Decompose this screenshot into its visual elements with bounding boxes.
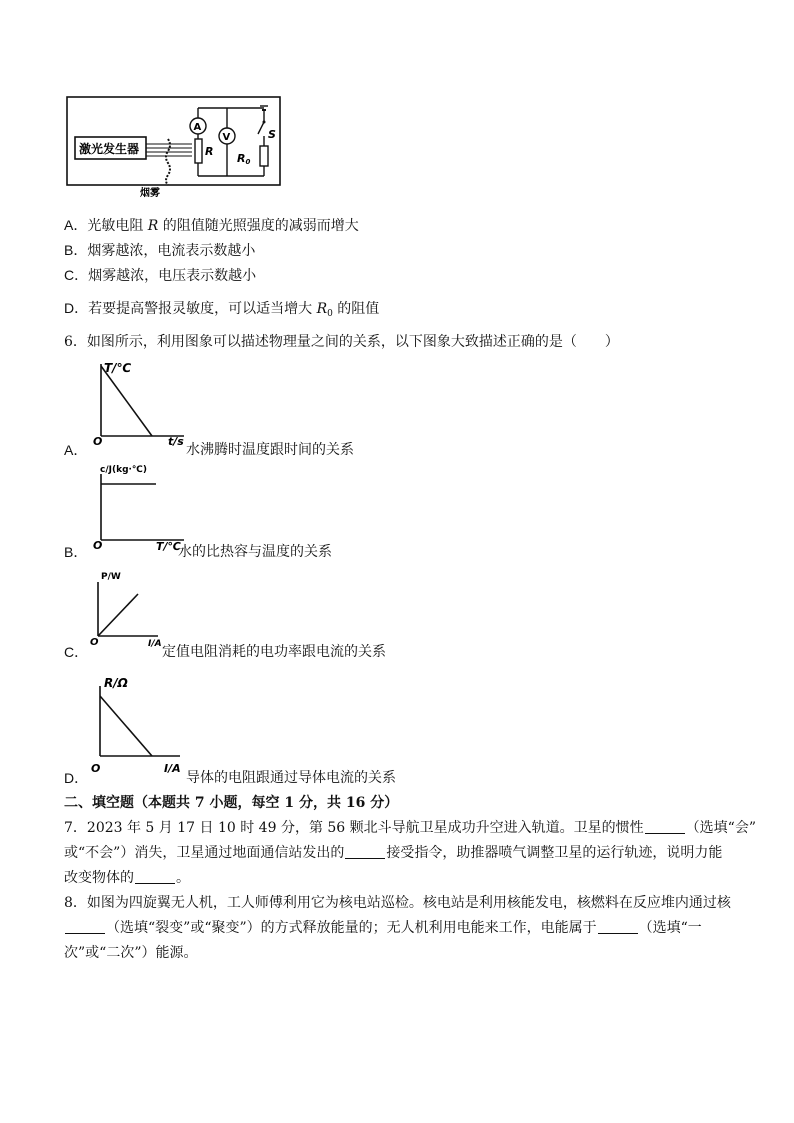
svg-text:O: O — [93, 539, 103, 552]
q6-option-a: A． — [64, 442, 88, 458]
q8-blank-1[interactable] — [65, 919, 105, 934]
q7-blank-1[interactable] — [645, 819, 685, 834]
svg-text:P/W: P/W — [101, 572, 121, 582]
graph-a-line — [101, 366, 152, 436]
svg-text:T/℃: T/℃ — [156, 540, 181, 552]
q6-caption-c: 定值电阻消耗的电功率跟电流的关系 — [162, 644, 386, 660]
svg-text:R/Ω: R/Ω — [104, 676, 128, 690]
section-2-heading: 二、填空题（本题共 7 小题，每空 1 分，共 16 分） — [64, 795, 399, 811]
q7-line-1: 7．2023 年 5 月 17 日 10 时 49 分，第 56 颗北斗导航卫星成功升空进入轨道。卫星的惯性 （选填“会” — [64, 820, 756, 836]
svg-text:T/℃: T/℃ — [104, 361, 132, 375]
q6-caption-a: 水沸腾时温度跟时间的关系 — [186, 442, 354, 458]
q7-line-2: 或“不会”）消失，卫星通过地面通信站发出的 接受指令，助推器喷气调整卫星的运行轨迹，说明力能 — [64, 845, 723, 861]
q7-blank-3[interactable] — [135, 869, 175, 884]
q6-option-c: C． — [64, 644, 89, 660]
graph-a — [90, 356, 190, 446]
circuit-diagram — [64, 94, 284, 200]
svg-text:I/A: I/A — [164, 762, 181, 775]
q5-option-a: A．光敏电阻 R 的阻值随光照强度的减弱而增大 — [64, 217, 359, 234]
q8-line-1: 8．如图为四旋翼无人机，工人师傅利用它为核电站巡检。核电站是利用核能发电，核燃料在反应堆内通过核 — [64, 895, 731, 911]
q5-option-b: B．烟雾越浓，电流表示数越小 — [64, 242, 256, 259]
svg-text:R: R — [205, 145, 214, 158]
svg-text:c/J(kg·℃): c/J(kg·℃) — [100, 465, 147, 475]
svg-text:S: S — [268, 128, 276, 141]
graph-c-line — [98, 594, 138, 636]
graph-b — [90, 462, 190, 552]
q5-option-d: D．若要提高警报灵敏度，可以适当增大 $R_0$ 的阻值 — [64, 300, 380, 319]
q6-caption-d: 导体的电阻跟通过导体电流的关系 — [186, 770, 396, 786]
q8-line-2: （选填“裂变”或“聚变”）的方式释放能量的；无人机利用电能来工作，电能属于 （选填“一 — [64, 918, 702, 938]
smoke-label: 烟雾 — [140, 188, 160, 199]
q8-line-3: 次”或“二次”）能源。 — [64, 945, 198, 961]
graph-c — [88, 568, 170, 650]
q6-option-b: B． — [64, 544, 88, 560]
graph-d — [88, 672, 188, 776]
q8-blank-2[interactable] — [598, 919, 638, 934]
laser-label: 激光发生器 — [79, 142, 140, 156]
svg-text:O: O — [91, 762, 101, 775]
svg-text:t/s: t/s — [168, 435, 184, 446]
svg-text:O: O — [93, 435, 103, 446]
svg-text:I/A: I/A — [148, 639, 162, 649]
graph-d-line — [100, 696, 152, 756]
photoresistor — [195, 139, 202, 163]
svg-text:V: V — [222, 132, 231, 143]
q7-line-3: 改变物体的 。 — [64, 870, 190, 886]
q7-blank-2[interactable] — [345, 844, 385, 859]
svg-text:R0: R0 — [237, 152, 251, 166]
svg-text:A: A — [193, 122, 202, 133]
resistor-r0 — [260, 146, 268, 166]
q6-caption-b: 水的比热容与温度的关系 — [178, 544, 332, 560]
svg-text:O: O — [90, 637, 99, 648]
q6-stem: 6．如图所示，利用图象可以描述物理量之间的关系，以下图象大致描述正确的是（ ） — [64, 334, 619, 350]
q6-option-d: D． — [64, 770, 89, 786]
q5-option-c: C．烟雾越浓，电压表示数越小 — [64, 267, 257, 284]
